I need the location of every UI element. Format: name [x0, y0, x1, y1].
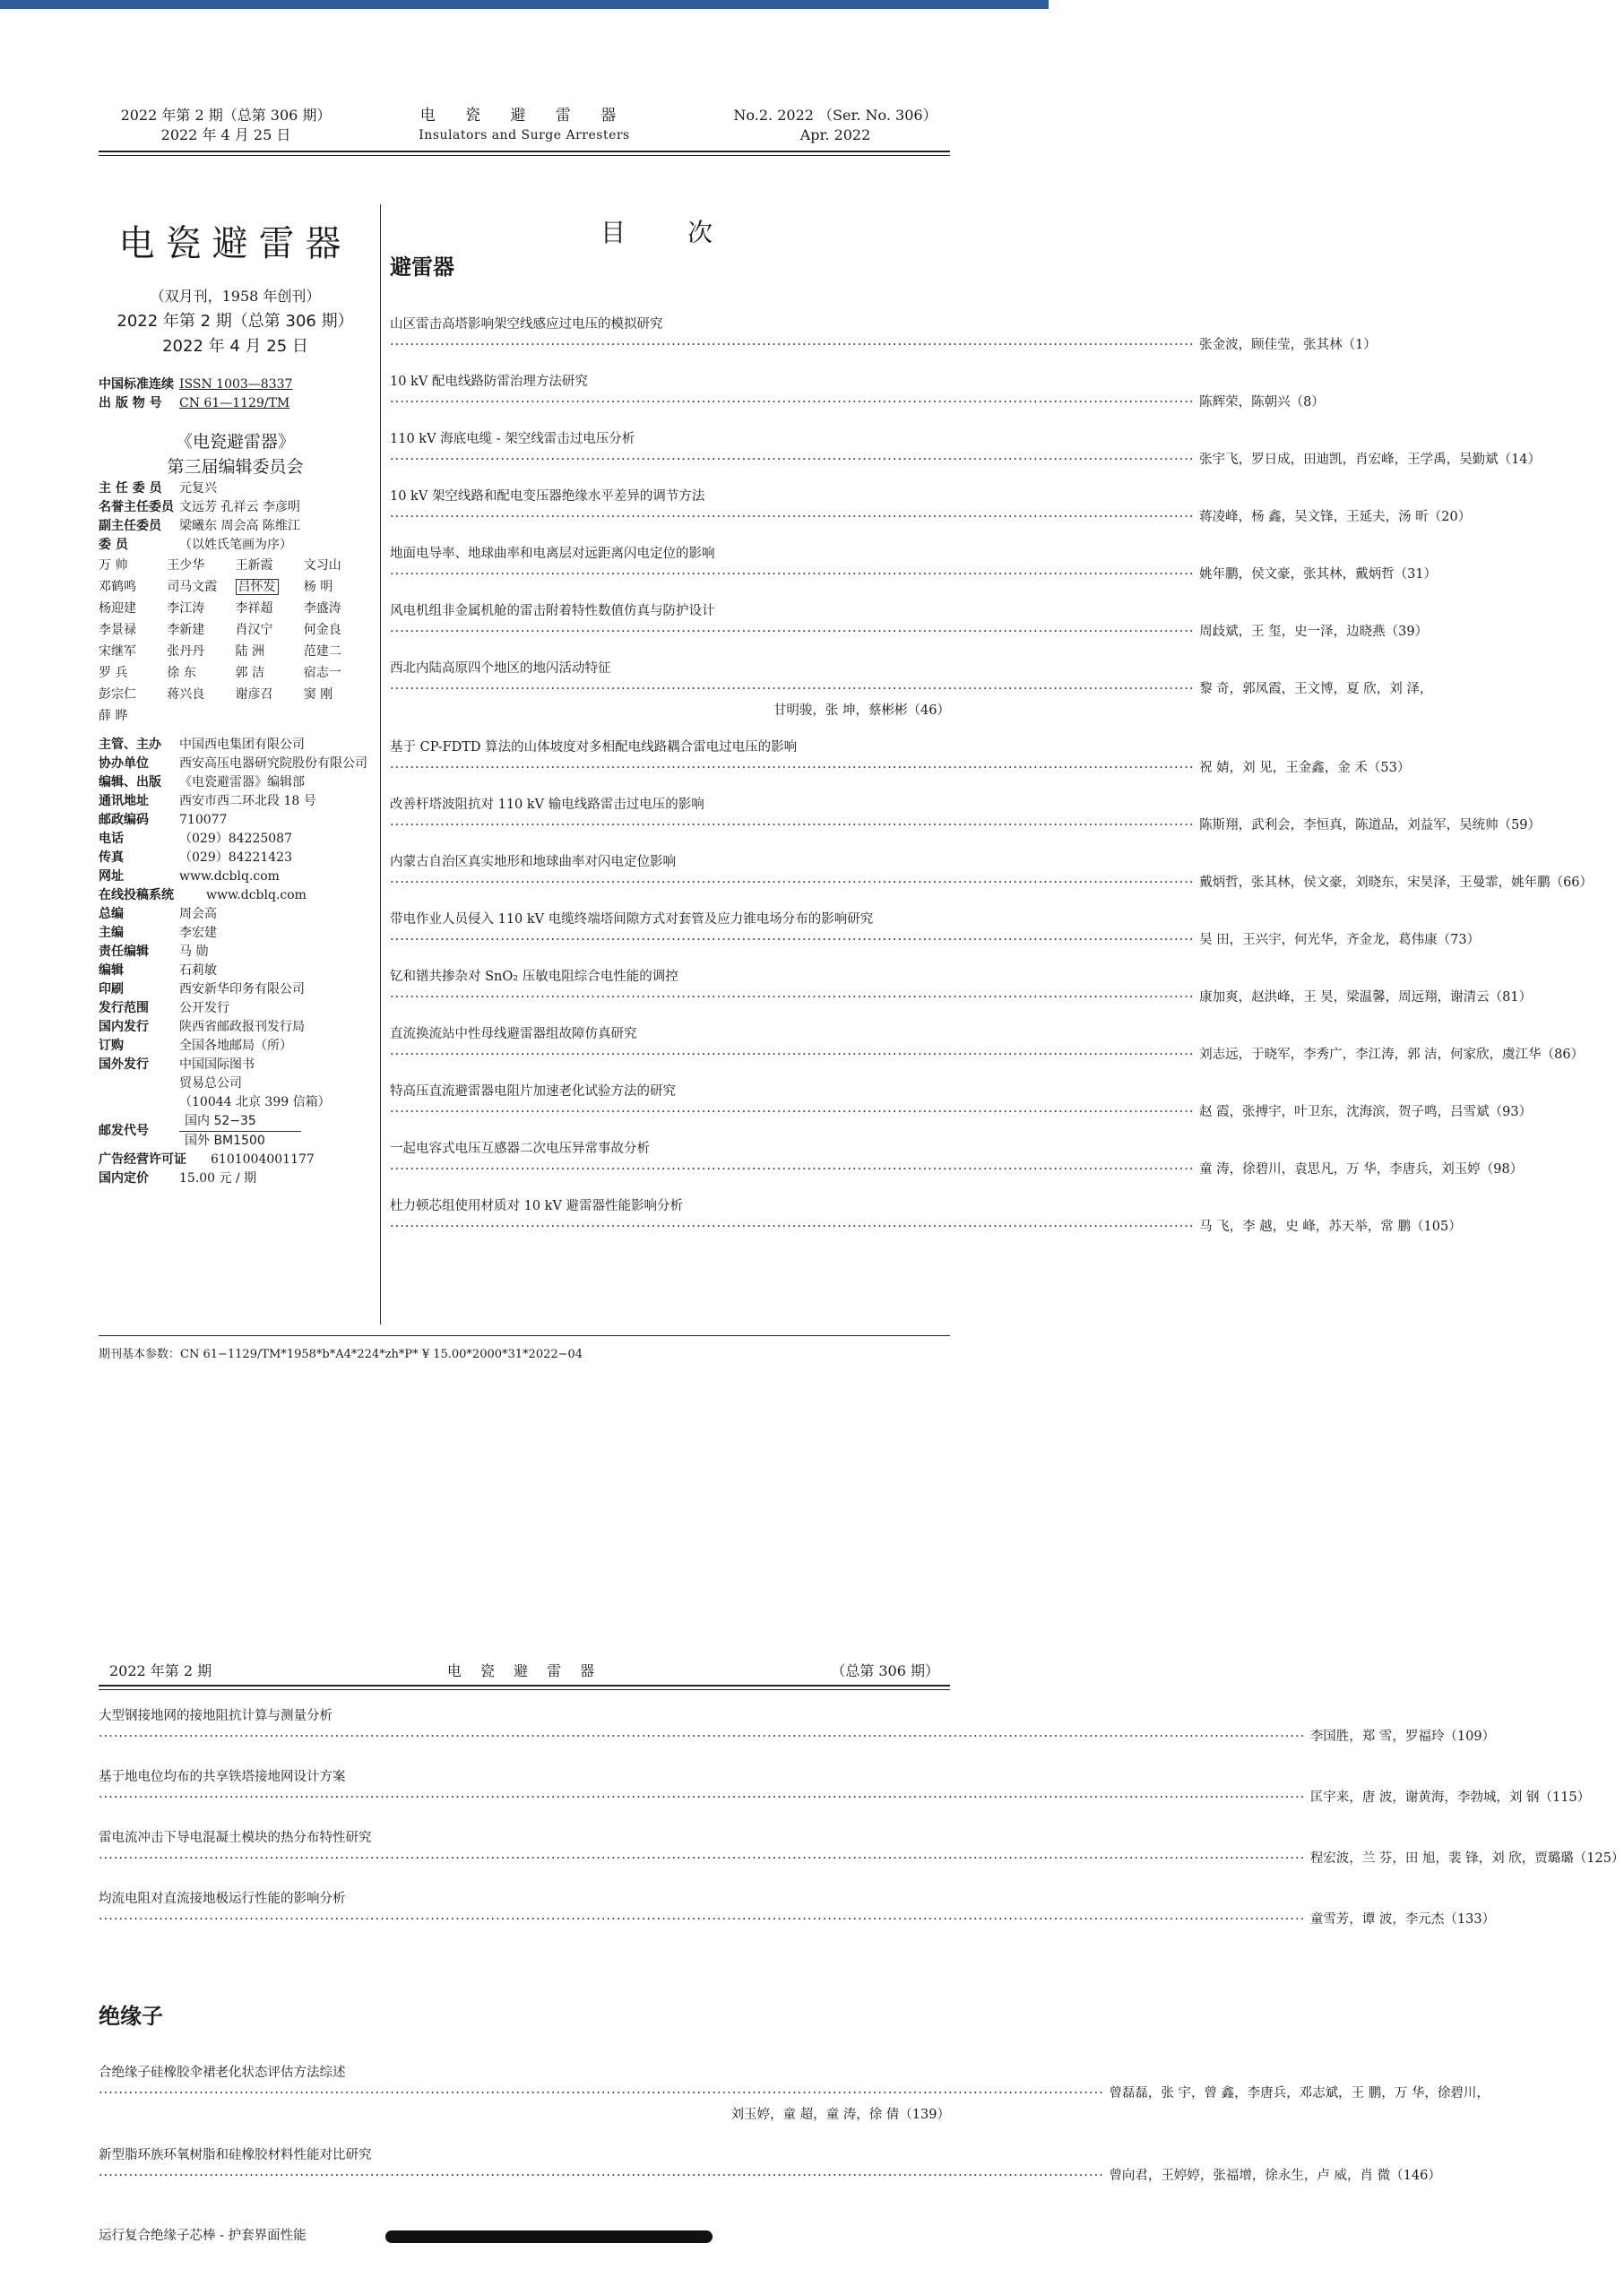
entry-authors-line: [390, 621, 1429, 643]
entry-authors: 马 飞，李 越，史 峰，苏天举，常 鹏（105）: [1199, 1220, 1462, 1234]
header-issue-en: No.2. 2022 （Ser. No. 306）: [733, 107, 937, 124]
member-name: 宿志一: [303, 666, 341, 680]
info-label: 责任编辑: [99, 945, 149, 959]
vice-label: 副主任委员: [99, 519, 161, 533]
info-value: 石莉敏: [179, 963, 217, 978]
column-divider: [380, 204, 381, 1324]
leader-dots: ································································································································································: [390, 1048, 1200, 1062]
toc-entry[interactable]: [390, 601, 1429, 643]
masthead: [99, 204, 372, 1188]
entry-title: 基于地电位均布的共享铁塔接地网设计方案: [99, 1770, 346, 1784]
member-name: 李盛涛: [303, 601, 341, 616]
price-label: 国内定价: [99, 1171, 149, 1186]
entry-authors-cont: 刘玉婷，童 超，童 涛，徐 倩（139）: [730, 2108, 950, 2122]
entry-authors-line: [99, 1787, 1591, 1808]
member-name: 张丹丹: [167, 644, 205, 659]
info-value: 西安高压电器研究院股份有限公司: [179, 756, 367, 771]
entry-authors: 张金波，顾佳莹，张其林（1）: [1199, 338, 1377, 352]
entry-authors-line: [390, 1216, 1462, 1238]
leader-dots: ················································································································································································································································: [99, 1851, 1310, 1866]
member-name: 陆 洲: [235, 644, 264, 659]
info-label: 发行范围: [99, 1001, 149, 1015]
entry-title: 西北内陆高原四个地区的地闪活动特征: [390, 661, 611, 676]
toc-entry[interactable]: [390, 1082, 1533, 1123]
member-name: 李新建: [167, 623, 205, 637]
info-value: 全国各地邮局（所）: [179, 1039, 292, 1053]
page-header: [99, 106, 950, 177]
entry-authors: 吴 田，王兴宇，何光华，齐金龙，葛伟康（73）: [1199, 933, 1481, 947]
entry-authors: 李国胜，郑 雪，罗福玲（109）: [1309, 1730, 1496, 1744]
info-value: 马 勋: [179, 945, 209, 959]
info-label: 传真: [99, 850, 124, 865]
header-rule: [99, 151, 950, 156]
info-label: 邮政编码: [99, 813, 149, 827]
entry-title: 均流电阻对直流接地极运行性能的影响分析: [99, 1892, 346, 1906]
member-name: 王新霞: [235, 558, 273, 573]
info-label: 订购: [99, 1039, 124, 1053]
leader-dots: ································································································································································: [390, 876, 1200, 890]
vice-value: 梁曦东 周会高 陈维江: [179, 519, 300, 533]
entry-authors: 康加爽，赵洪峰，王 昊，梁温馨，周远翔，谢清云（81）: [1199, 990, 1533, 1005]
info-value: （029）84221423: [179, 850, 292, 865]
toc-entry[interactable]: [390, 487, 1472, 528]
footer-rule: [99, 1335, 950, 1336]
leader-dots: ················································································································································································································································: [99, 1730, 1310, 1744]
entry-authors-line: [390, 757, 1411, 779]
member-name: 文习山: [303, 558, 341, 573]
postal-label: 邮发代号: [99, 1124, 149, 1138]
postal-domestic: 国内 52−35: [179, 1112, 301, 1132]
toc-entry[interactable]: [390, 967, 1533, 1008]
entry-authors: 赵 霞，张搏宇，叶卫东，沈海滨，贺子鸣，吕雪斌（93）: [1199, 1105, 1533, 1119]
entry-authors: 童雪芳，谭 波，李元杰（133）: [1309, 1912, 1496, 1927]
info-value: 中国国际图书: [179, 1057, 255, 1072]
info-label: 印刷: [99, 982, 124, 996]
toc-entry[interactable]: [99, 1889, 1496, 1930]
entry-authors: 程宏波，兰 芬，田 旭，裴 锋，刘 欣，贾璐璐（125）: [1309, 1851, 1624, 1866]
leader-dots: ································································································································································: [390, 567, 1200, 582]
member-name: 徐 东: [167, 666, 196, 680]
member-name: 薛 晔: [99, 709, 128, 723]
page2-header: [99, 1660, 950, 1681]
leader-dots: ································································································································································: [390, 453, 1200, 467]
info-label: 编辑、出版: [99, 775, 161, 789]
info-value: 西安新华印务有限公司: [179, 982, 305, 996]
entry-authors: 陈辉荣，陈朝兴（8）: [1199, 395, 1325, 410]
entry-title: 一起电容式电压互感器二次电压异常事故分析: [390, 1142, 650, 1156]
entry-title: 直流换流站中性母线避雷器组故障仿真研究: [390, 1027, 637, 1041]
ad-label: 广告经营许可证: [99, 1152, 186, 1167]
info-value: 陕西省邮政报刊发行局: [179, 1020, 305, 1034]
member-name: 王少华: [167, 558, 205, 573]
info-value: 周会高: [179, 907, 217, 921]
entry-authors-line: [390, 1159, 1524, 1180]
entry-authors-line: [99, 2083, 1490, 2104]
info-label: 国内发行: [99, 1020, 149, 1034]
toc-entry[interactable]: [99, 2145, 1441, 2187]
member-name: 罗 兵: [99, 666, 128, 680]
cn-label: 出 版 物 号: [99, 396, 162, 410]
toc-entry[interactable]: [390, 1196, 1462, 1238]
info-label: 国外发行: [99, 1057, 149, 1072]
entry-authors-line: [99, 1848, 1624, 1869]
entry-title: 山区雷击高塔影响架空线感应过电压的模拟研究: [390, 317, 663, 332]
info-label: 电话: [99, 832, 124, 846]
entry-authors: 匡宇来，唐 波，谢黄海，李勃城，刘 钢（115）: [1309, 1790, 1591, 1805]
info-label: 主编: [99, 926, 124, 940]
entry-authors: 戴炳哲，张其林，侯文豪，刘晓东，宋昊泽，王曼霏，姚年鹏（66）: [1199, 876, 1594, 890]
info-value: 李宏建: [179, 926, 217, 940]
header-journal-cn: 电 瓷 避 雷 器: [419, 107, 629, 125]
entry-title: 基于 CP-FDTD 算法的山体坡度对多相配电线路耦合雷电过电压的影响: [390, 740, 798, 755]
toc-entry[interactable]: [390, 315, 1377, 356]
member-name: 李江涛: [167, 601, 205, 616]
member-name: 范建二: [303, 644, 341, 659]
journal-issue: 2022 年第 2 期（总第 306 期）: [117, 312, 354, 331]
entry-authors: 曾向君，王婷婷，张福增，徐永生，卢 威，肖 微（146）: [1109, 2169, 1441, 2183]
member-name: 彭宗仁: [99, 687, 136, 702]
honor-value: 文远芳 孔祥云 李彦明: [179, 500, 300, 514]
member-name: 李景禄: [99, 623, 136, 637]
toc-entry[interactable]: [99, 1706, 1496, 1747]
member-name: 窦 刚: [303, 687, 333, 702]
member-name: 杨 明: [303, 580, 333, 594]
entry-title-partial: 运行复合绝缘子芯棒 - 护套界面性能: [99, 2229, 307, 2243]
leader-dots: ································································································································································: [390, 510, 1200, 524]
member-name: 肖汉宁: [235, 623, 273, 637]
entry-title: 钇和镨共掺杂对 SnO₂ 压敏电阻综合电性能的调控: [390, 970, 678, 984]
postal-foreign: 国外 BM1500: [185, 1134, 265, 1148]
info-label: 网址: [99, 869, 124, 884]
cn-value: CN 61—1129/TM: [179, 396, 290, 410]
price-value: 15.00 元 / 期: [179, 1171, 257, 1186]
entry-title: 地面电导率、地球曲率和电离层对远距离闪电定位的影响: [390, 547, 715, 561]
entry-title: 风电机组非金属机舱的雷击附着特性数值仿真与防护设计: [390, 604, 715, 618]
submission-link[interactable]: www.dcblq.com: [206, 888, 307, 902]
leader-dots: ················································································································································································································································: [99, 1912, 1310, 1927]
entry-authors-line: [390, 564, 1438, 585]
entry-title: 合绝缘子硅橡胶伞裙老化状态评估方法综述: [99, 2066, 346, 2080]
leader-dots: ································································································································································: [390, 682, 1200, 696]
member-label: 委 员: [99, 538, 128, 552]
foreign-dist-3: （10044 北京 399 信箱）: [179, 1095, 331, 1109]
info-value: （029）84225087: [179, 832, 292, 846]
toc-entry[interactable]: [99, 1767, 1591, 1808]
toc-entry[interactable]: [390, 1024, 1585, 1065]
entry-authors-line: [390, 987, 1533, 1008]
foreign-dist-2: 贸易总公司: [179, 1076, 242, 1091]
toc-entry[interactable]: [390, 544, 1438, 585]
member-note: （以姓氏笔画为序）: [179, 538, 292, 552]
toc-entry[interactable]: [390, 659, 1433, 721]
leader-dots: ································································································································································: [390, 338, 1200, 352]
entry-authors-line: [99, 1726, 1496, 1747]
entry-authors-line: [390, 1101, 1533, 1123]
entry-title: 杜力顿芯组使用材质对 10 kV 避雷器性能影响分析: [390, 1199, 684, 1213]
entry-authors: 姚年鹏，侯文豪，张其林，戴炳哲（31）: [1199, 567, 1438, 582]
member-name: 郭 洁: [235, 666, 264, 680]
info-value: 《电瓷避雷器》编辑部: [179, 775, 305, 789]
toc-entry[interactable]: [390, 852, 1594, 893]
section-arrester: 避雷器: [390, 255, 454, 280]
header-date: 2022 年 4 月 25 日: [160, 126, 291, 143]
info-label: 主管、主办: [99, 738, 161, 752]
page2-journal: 电 瓷 避 雷 器: [446, 1662, 602, 1679]
info-value: 西安市西二环北段 18 号: [179, 794, 316, 808]
entry-authors-line: [390, 815, 1542, 836]
journal-date: 2022 年 4 月 25 日: [162, 337, 308, 356]
entry-authors: 陈斯翔，武利会，李恒真，陈道品，刘益军，吴统帅（59）: [1199, 818, 1542, 833]
member-name: 宋继军: [99, 644, 136, 659]
entry-title: 大型钢接地网的接地阻抗计算与测量分析: [99, 1709, 333, 1723]
info-label: 总编: [99, 907, 124, 921]
journal-title: 电瓷避雷器: [118, 223, 352, 264]
toc-entry[interactable]: [390, 738, 1411, 779]
page2-header-rule: [99, 1685, 950, 1690]
leader-dots: ································································································································································: [390, 761, 1200, 775]
info-label: 协办单位: [99, 756, 149, 771]
home-indicator[interactable]: [385, 2230, 713, 2243]
entry-authors: 蒋凌峰，杨 鑫，吴文锋，王延夫，汤 昕（20）: [1199, 510, 1472, 524]
info-label: 编辑: [99, 963, 124, 978]
entry-authors: 曾磊磊，张 宇，曾 鑫，李唐兵，邓志斌，王 鹏，万 华，徐碧川，: [1109, 2086, 1490, 2101]
toc-entry[interactable]: [390, 372, 1325, 413]
table-of-contents: [390, 204, 1594, 1254]
member-name: 司马文霞: [167, 580, 218, 594]
member-name-boxed: 吕怀发: [236, 579, 279, 595]
toc-entry[interactable]: [99, 1828, 1624, 1869]
entry-authors-line: [390, 392, 1325, 413]
info-value: 公开发行: [179, 1001, 229, 1015]
entry-authors-line: [390, 449, 1542, 470]
committee-title-1: 《电瓷避雷器》: [175, 432, 295, 452]
entry-authors-line: [99, 2165, 1441, 2187]
entry-authors: 张宇飞，罗日成，田迪凯，肖宏峰，王学禹，吴勤斌（14）: [1199, 453, 1542, 467]
entry-title: 改善杆塔波阻抗对 110 kV 输电线路雷击过电压的影响: [390, 798, 704, 812]
header-date-en: Apr. 2022: [799, 126, 871, 143]
leader-dots: ································································································································································: [390, 1220, 1200, 1234]
leader-dots: ································································································································································: [390, 990, 1200, 1005]
entry-title: 10 kV 架空线路和配电变压器绝缘水平差异的调节方法: [390, 489, 705, 504]
committee-title-2: 第三届编辑委员会: [167, 457, 304, 477]
entry-authors-line: [390, 1044, 1585, 1065]
entry-authors-line: [390, 678, 1433, 700]
leader-dots: ································································································································································: [390, 818, 1200, 833]
entry-authors-line: [390, 872, 1594, 893]
leader-dots: ················································································································································································································································: [99, 1790, 1310, 1805]
entry-title: 雷电流冲击下导电混凝土模块的热分布特性研究: [99, 1831, 372, 1845]
member-name: 李祥超: [235, 601, 273, 616]
leader-dots: ································································································································································: [390, 1162, 1200, 1177]
member-name: 邓鹤鸣: [99, 580, 136, 594]
member-name: 杨迎建: [99, 601, 136, 616]
info-label: 通讯地址: [99, 794, 149, 808]
leader-dots: ································································································································································: [390, 395, 1200, 410]
info-value: 中国西电集团有限公司: [179, 738, 305, 752]
toc-entry[interactable]: [390, 910, 1481, 951]
director-label: 主 任 委 员: [99, 481, 162, 496]
entry-authors: 周歧斌，王 玺，史一泽，边晓燕（39）: [1199, 625, 1429, 639]
member-name: 谢彦召: [235, 687, 273, 702]
header-journal-en: Insulators and Surge Arresters: [419, 128, 630, 142]
member-name: 万 帅: [99, 558, 128, 573]
member-name: 何金良: [303, 623, 341, 637]
entry-title: 内蒙古自治区真实地形和地球曲率对闪电定位影响: [390, 855, 676, 869]
info-value: 710077: [179, 813, 228, 827]
honor-label: 名誉主任委员: [99, 500, 174, 514]
header-issue: 2022 年第 2 期（总第 306 期）: [120, 107, 332, 124]
journal-frequency: （双月刊，1958 年创刊）: [150, 288, 321, 305]
leader-dots: ································································································································································: [390, 625, 1200, 639]
director-value: 元复兴: [179, 481, 217, 496]
ad-value: 6101004001177: [211, 1152, 315, 1167]
issn-value: ISSN 1003—8337: [179, 377, 293, 392]
entry-title: 带电作业人员侵入 110 kV 电缆终端塔间隙方式对套管及应力锥电场分布的影响研究: [390, 912, 874, 927]
entry-authors: 童 涛，徐碧川，袁思凡，万 华，李唐兵，刘玉婷（98）: [1199, 1162, 1524, 1177]
section-insulator: 绝缘子: [99, 2004, 163, 2029]
toc-entry[interactable]: [390, 1139, 1524, 1180]
toc-entry[interactable]: [390, 429, 1542, 470]
issn-label: 中国标准连续: [99, 377, 174, 392]
leader-dots: ································································································································································: [390, 933, 1200, 947]
entry-title: 10 kV 配电线路防雷治理方法研究: [390, 375, 588, 389]
entry-authors-cont: 甘明骏，张 坤，蔡彬彬（46）: [773, 703, 950, 718]
entry-title: 110 kV 海底电缆 - 架空线雷击过电压分析: [390, 432, 635, 446]
entry-authors-line: [390, 929, 1481, 951]
entry-authors: 刘志远，于晓军，李秀广，李江涛，郭 洁，何家欣，虞江华（86）: [1199, 1048, 1585, 1062]
entry-authors: 黎 奇，郭凤霞，王文博，夏 欣，刘 泽，: [1199, 682, 1433, 696]
info-label: 在线投稿系统: [99, 888, 174, 902]
toc-title: 目 次: [600, 218, 739, 247]
entry-title: 特高压直流避雷器电阻片加速老化试验方法的研究: [390, 1084, 676, 1099]
journal-parameters: 期刊基本参数：CN 61−1129/TM*1958*b*A4*224*zh*P* ¥ 15.00*2000*31*2022−04: [99, 1348, 583, 1361]
entry-authors-line: [99, 1909, 1496, 1930]
entry-authors-line: [390, 506, 1472, 528]
leader-dots: ········································································································································································································: [99, 2086, 1110, 2101]
member-grid: [99, 555, 372, 727]
page2-total: （总第 306 期）: [831, 1662, 939, 1679]
entry-authors: 祝 婧，刘 见，王金鑫，金 禾（53）: [1199, 761, 1411, 775]
toc-entry[interactable]: [390, 795, 1542, 836]
page2-issue: 2022 年第 2 期: [109, 1662, 212, 1679]
top-accent-bar: [0, 0, 1049, 9]
leader-dots: ································································································································································: [390, 1105, 1200, 1119]
toc-entry[interactable]: [99, 2063, 1490, 2126]
leader-dots: ········································································································································································································: [99, 2169, 1110, 2183]
website-link[interactable]: www.dcblq.com: [179, 869, 280, 884]
entry-authors-line: [390, 334, 1377, 356]
entry-title: 新型脂环族环氧树脂和硅橡胶材料性能对比研究: [99, 2148, 372, 2162]
member-name: 蒋兴良: [167, 687, 205, 702]
